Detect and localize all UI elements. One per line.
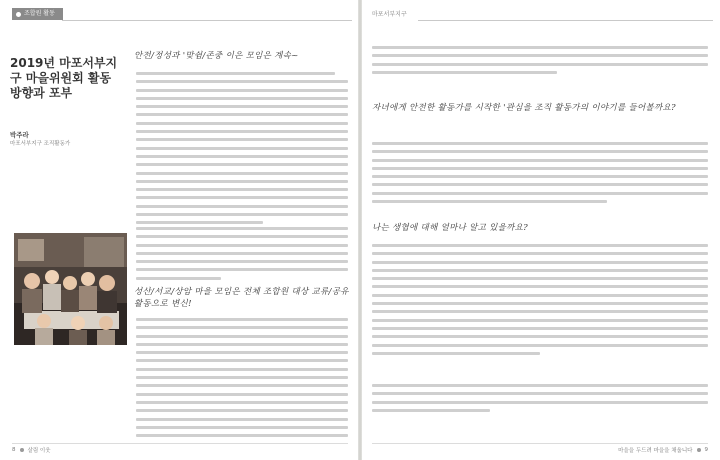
body-text-block-6 [372,244,708,360]
footer-dot-icon [20,448,24,452]
footer-rule [12,443,348,444]
body-text-block-4 [372,46,708,79]
section-tab-label: 조합원 활동 [24,10,55,17]
article-headline: 2019년 마포서부지구 마을위원회 활동방향과 포부 [10,56,118,100]
section-heading-1: 안전/정성과 '맞쉼/존중 이은 모임은 계속~ [134,51,299,61]
footer-dot-icon-right [697,448,701,452]
left-page [0,0,358,460]
running-head: 마포서부지구 [372,11,407,18]
body-text-block-2 [136,227,348,285]
section-heading-3: 자녀에게 안전한 활동가를 시작한 '관심을 조직 활동가의 이야기를 들어볼까요? [372,103,676,113]
body-text-block-7 [372,384,708,417]
author-role: 마포서부지구 조직활동가 [10,141,71,147]
group-photo-image [14,233,127,345]
footer-rule-right [372,443,708,444]
right-page [362,0,720,460]
header-rule [62,20,352,21]
author-name: 박주라 [10,131,29,139]
body-text-block-5 [372,142,708,208]
section-tab [12,8,63,20]
section-heading-4: 나는 생협에 대해 얼마나 알고 있을까요? [372,223,529,233]
body-text-block-1 [136,72,348,230]
page-number-right: 9 [704,447,708,453]
group-photo [14,233,127,345]
footer-label: 살림 이웃 [27,448,51,454]
body-text-block-3 [136,318,348,442]
section-heading-2: 성산/서교/상암 마을 모임은 전체 조합원 대상 교류/공유 활동으로 변신! [134,287,349,309]
left-footer [12,446,51,454]
bullet-icon [16,12,21,17]
right-footer [618,446,708,454]
page-number: 8 [12,447,16,453]
footer-label-right: 마을을 두드려 마을을 채웁니다 [618,448,693,454]
header-rule-right [418,20,713,21]
